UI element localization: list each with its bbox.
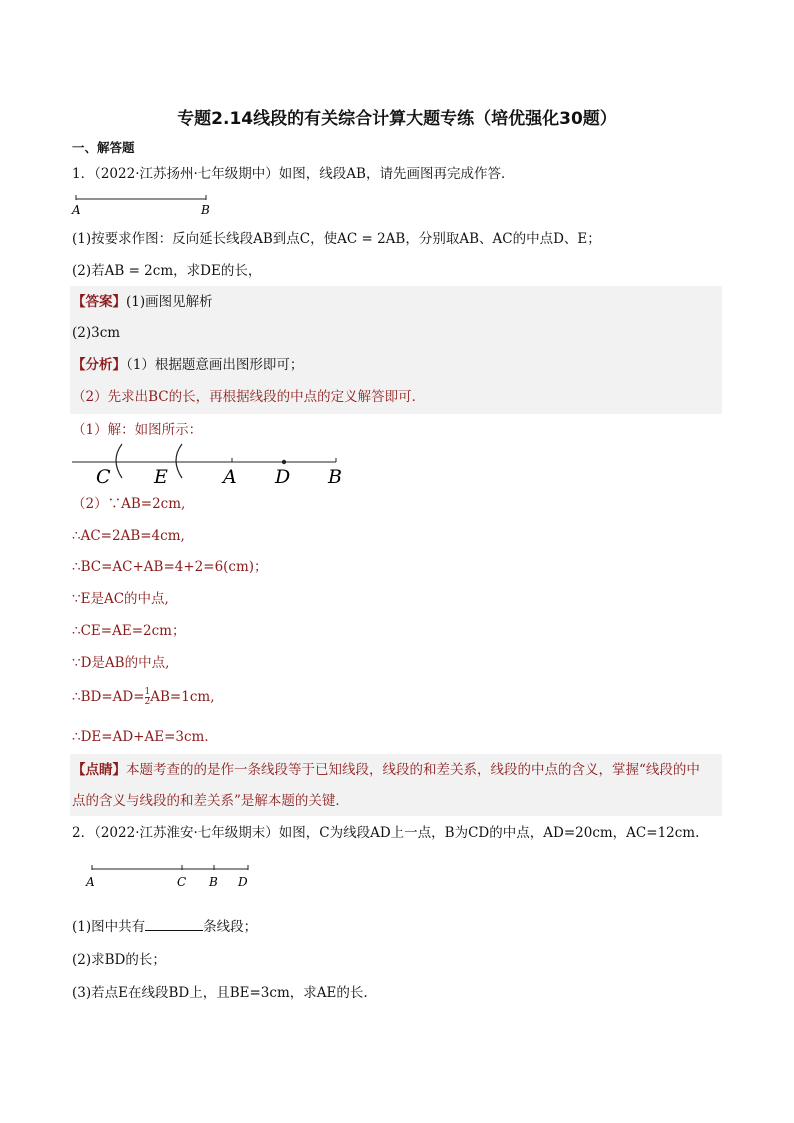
fig-label-e: E (154, 466, 168, 488)
analysis-1: （1）根据题意画出图形即可； (126, 357, 304, 373)
one-half-fraction: $\frac{1}{2}$ (144, 687, 151, 707)
answer-blank (145, 918, 203, 931)
q1-stem: 1．（2022·江苏扬州·七年级期中）如图，线段AB，请先画图再完成作答． (72, 166, 515, 182)
comment-line-1 (72, 761, 700, 779)
q1-figure-label-a: A (72, 203, 81, 217)
q2-label-a: A (86, 875, 95, 889)
q1-figure-label-b: B (201, 203, 210, 217)
q1-figure (70, 194, 220, 220)
solution-step-4: ∵E是AC的中点, (72, 591, 169, 607)
fig-label-c: C (96, 466, 111, 488)
analysis-2: （2）先求出BC的长，再根据线段的中点的定义解答即可． (72, 389, 426, 405)
q2-figure (80, 862, 260, 890)
solution-step-1: （2）∵AB=2cm, (72, 496, 186, 512)
comment-1: 本题考查的的是作一条线段等于已知线段，线段的和差关系，线段的中点的含义，掌握“线段的中 (126, 762, 700, 778)
solution-step-7 (72, 688, 215, 707)
comment-2: 点的含义与线段的和差关系”是解本题的关键． (72, 793, 349, 809)
solve-1: （1）解：如图所示： (72, 422, 203, 438)
q2-label-b: B (209, 875, 218, 889)
fig-label-d: D (275, 466, 291, 488)
solution-step-3: ∴BC=AC+AB=4+2=6(cm)； (72, 559, 268, 575)
fig-label-a: A (223, 466, 237, 488)
analysis-line-1 (72, 356, 303, 374)
q2-label-d: D (238, 875, 248, 889)
q2-part1: (1)图中共有 条线段； (72, 919, 258, 935)
answer-1: (1)画图见解析 (126, 294, 213, 310)
answer-tag: 【答案】 (72, 294, 126, 310)
section-heading: 一、解答题 (72, 140, 135, 155)
solution-step-2: ∴AC=2AB=4cm, (72, 528, 185, 544)
analysis-tag: 【分析】 (72, 357, 126, 373)
solution-step-8: ∴DE=AD+AE=3cm． (72, 729, 218, 745)
q1-part1: (1)按要求作图：反向延长线段AB到点C，使AC = 2AB，分别取AB、AC的中点D、E； (72, 231, 601, 247)
q1-part2: (2)若AB = 2cm，求DE的长， (72, 263, 262, 279)
solution-step-5: ∴CE=AE=2cm； (72, 623, 186, 639)
s7-pre: ∴BD=AD= (72, 689, 145, 705)
q2-part3: (3)若点E在线段BD上，且BE=3cm，求AE的长. (72, 985, 368, 1001)
comment-tag: 【点睛】 (72, 762, 126, 778)
s7-post: AB=1cm, (150, 689, 215, 705)
q2-part2: (2)求BD的长； (72, 952, 166, 968)
q2-label-c: C (177, 875, 187, 889)
answer-line-1 (72, 293, 213, 311)
page-title: 专题2.14线段的有关综合计算大题专练（培优强化30题） (177, 109, 617, 129)
solution-step-6: ∵D是AB的中点, (72, 655, 170, 671)
answer-2: (2)3cm (72, 325, 121, 341)
fig-label-b: B (328, 466, 342, 488)
q2-stem: 2．（2022·江苏淮安·七年级期末）如图，C为线段AD上一点，B为CD的中点，AD=20cm，AC=12cm. (72, 825, 700, 841)
solution-figure (70, 440, 360, 490)
